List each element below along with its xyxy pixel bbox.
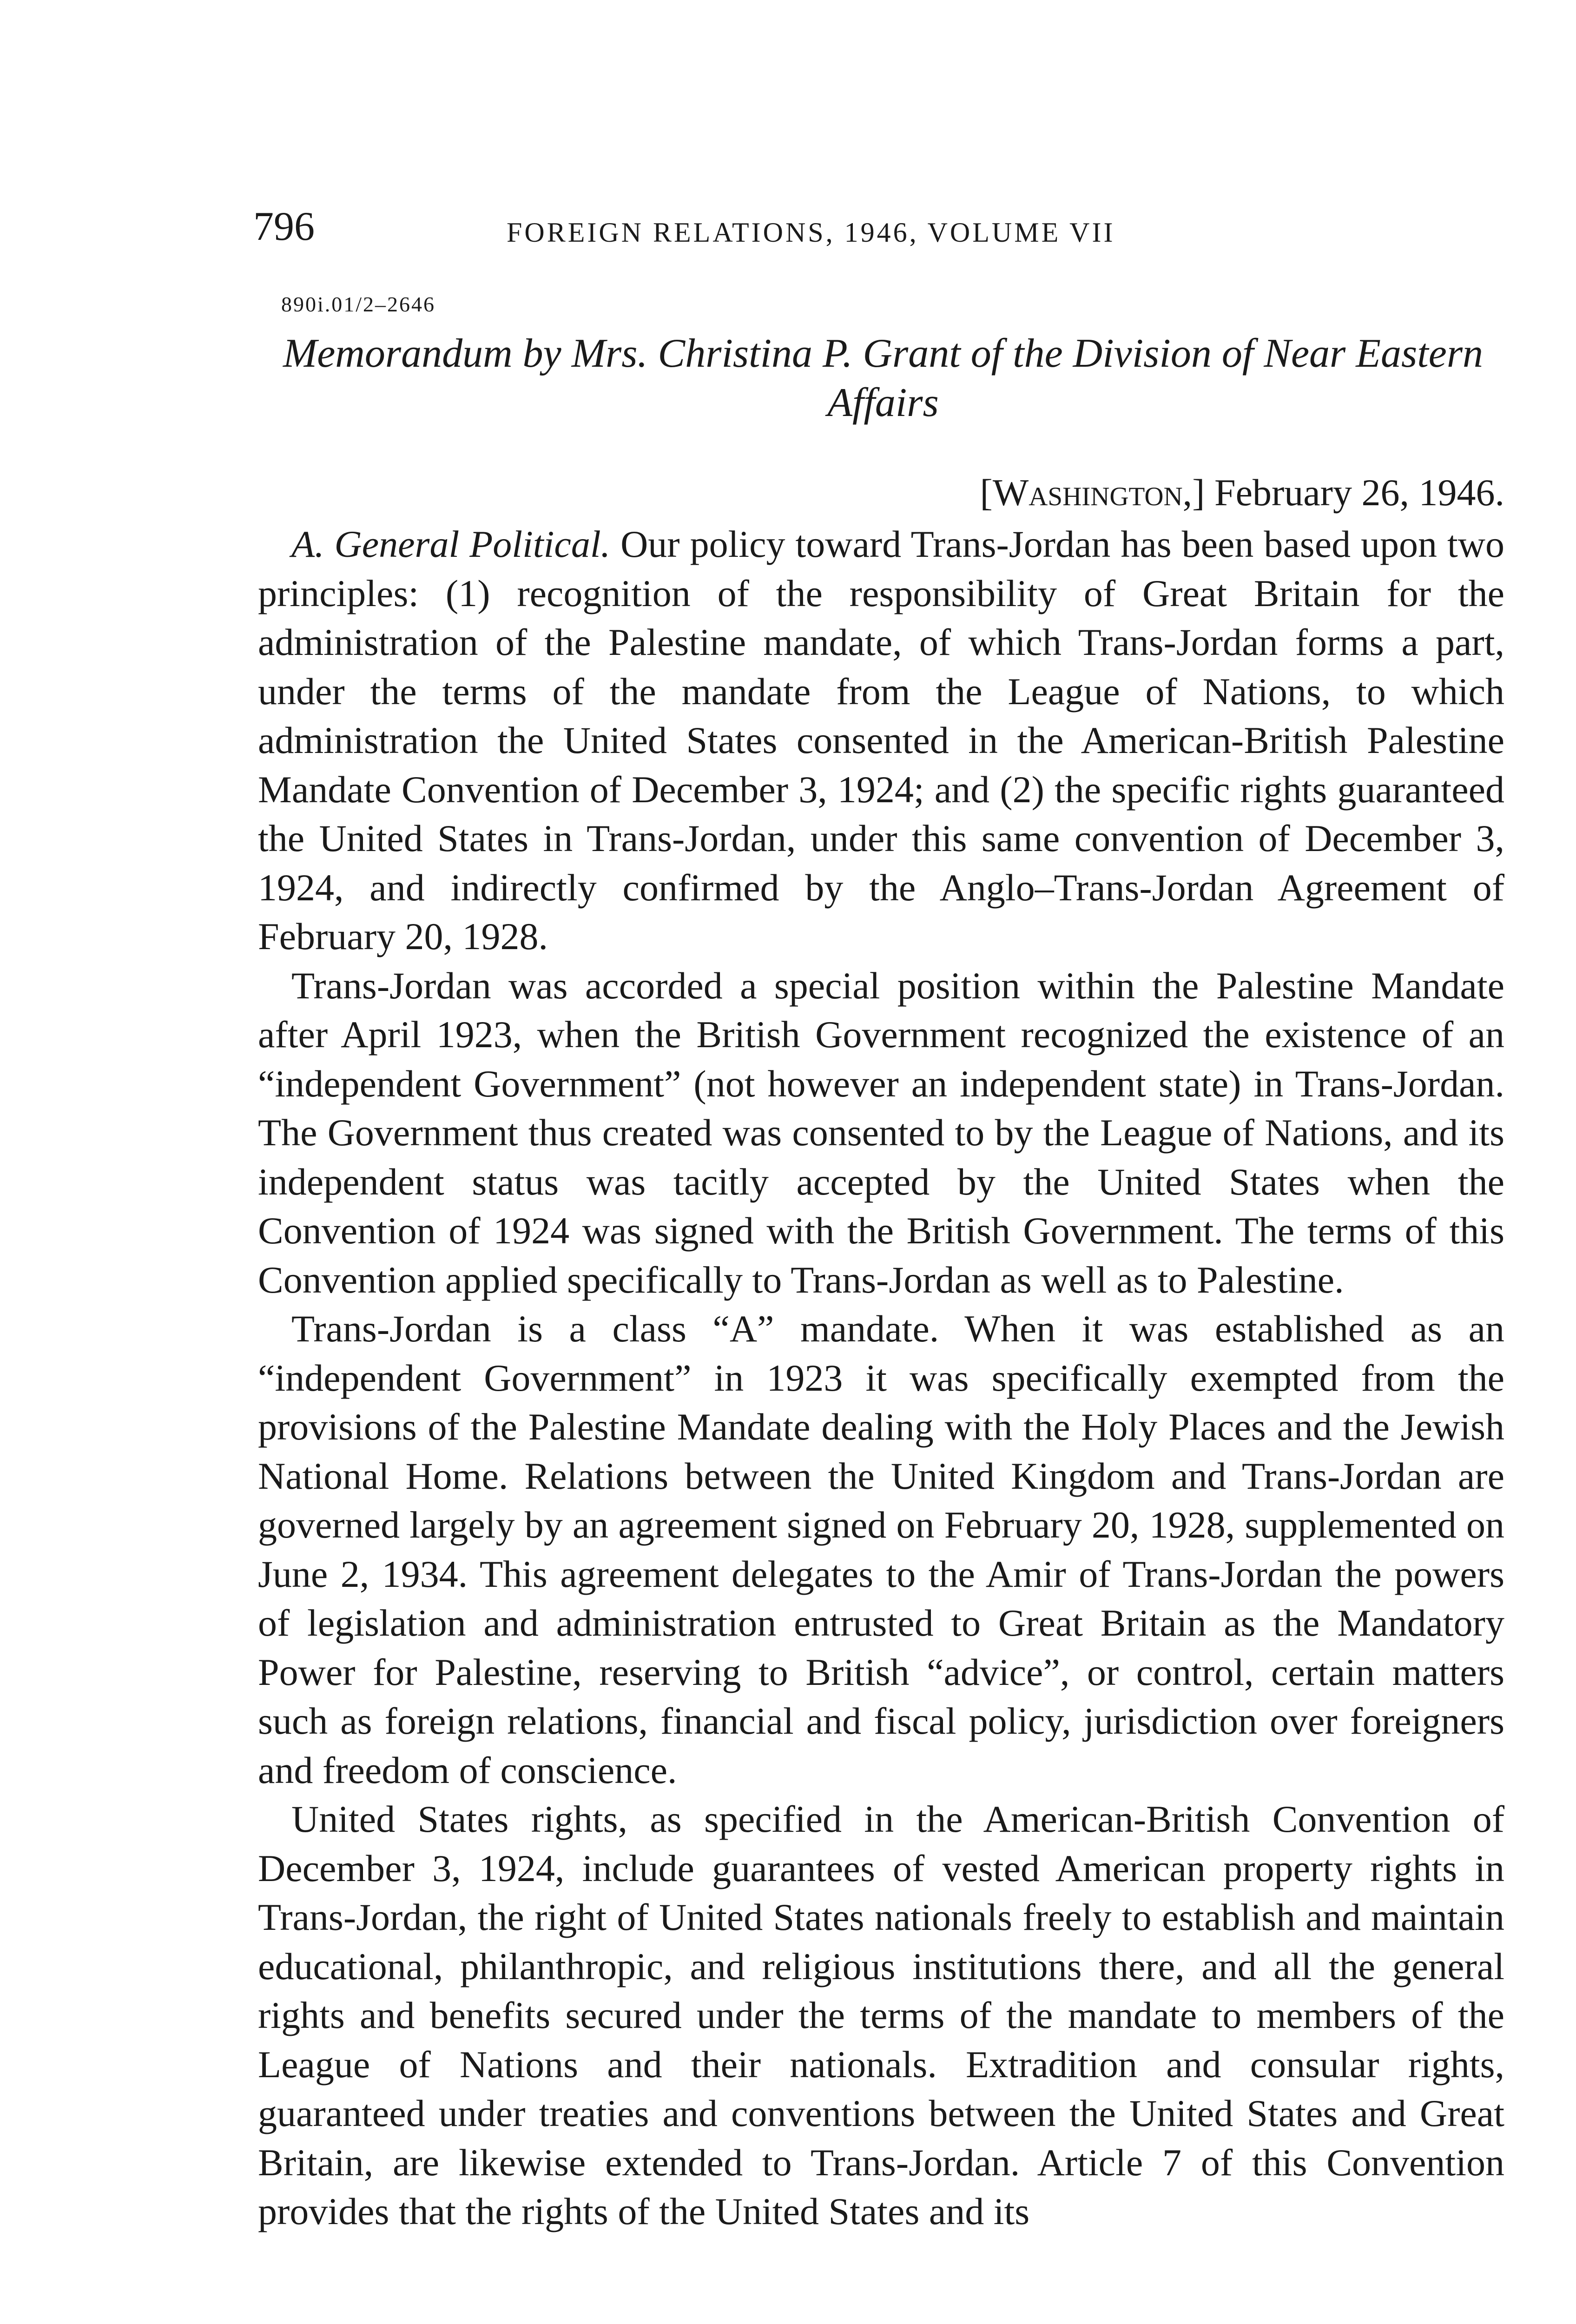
- paragraph-3: Trans-Jordan is a class “A” mandate. When it was established as an “independent Government” in 1923 it was specifically exempted from the provisions of the Palestine Mandate dealing with the Holy Places and the Jewish National Home. Relations between the United Kingdom and Trans-Jordan are governed largely by an agreement signed on February 20, 1928, supplemented on June 2, 1934. This agreement delegates to the Amir of Trans-Jordan the powers of legislation and administration entrusted to Great Britain as the Mandatory Power for Palestine, reserving to British “advice”, or control, certain matters such as foreign relations, financial and fiscal policy, jurisdiction over foreigners and freedom of conscience.: [258, 1307, 1504, 1791]
- document-title: Memorandum by Mrs. Christina P. Grant of the Division of Near Eastern Affairs: [283, 331, 1484, 425]
- section-heading: A. General Political.: [291, 523, 611, 565]
- file-reference: 890i.01/2–2646: [281, 292, 436, 316]
- page-number: 796: [253, 204, 315, 249]
- dateline-place: [Washington,]: [980, 471, 1205, 514]
- paragraph-2: Trans-Jordan was accorded a special position within the Palestine Mandate after April 1923, when the British Government recognized the existence of an “independent Government” (not however an independent state) in Trans-Jordan. The Government thus created was consented to by the League of Nations, and its independent status was tacitly accepted by the United States when the Convention of 1924 was signed with the British Government. The terms of this Convention applied specifically to Trans-Jordan as well as to Palestine.: [258, 964, 1504, 1301]
- running-title: FOREIGN RELATIONS, 1946, VOLUME VII: [507, 217, 1115, 248]
- running-header: [253, 204, 1508, 259]
- body-text: [258, 520, 1504, 2236]
- dateline-date: February 26, 1946.: [1214, 471, 1504, 514]
- paragraph-4: United States rights, as specified in the American-British Convention of December 3, 1924, include guarantees of vested American property rights in Trans-Jordan, the right of United States nationals freely to establish and maintain educational, philanthropic, and religious institutions there, and all the general rights and benefits secured under the terms of the mandate to members of the League of Nations and their nationals. Extradition and consular rights, guaranteed under treaties and conventions between the United States and Great Britain, are likewise extended to Trans-Jordan. Article 7 of this Convention provides that the rights of the United States and its: [258, 1798, 1504, 2232]
- paragraph-1: [258, 520, 1504, 961]
- dateline: [258, 469, 1504, 516]
- paragraph-1-text: Our policy toward Trans-Jordan has been based upon two principles: (1) recognition of the responsibility of Great Britain for the administration of the Palestine mandate, of which Trans-Jordan forms a part, under the terms of the mandate from the League of Nations, to which administration the United States consented in the American-British Palestine Mandate Convention of December 3, 1924; and (2) the specific rights guaranteed the United States in Trans-Jordan, under this same convention of December 3, 1924, and indirectly confirmed by the Anglo–Trans-Jordan Agreement of February 20, 1928.: [258, 523, 1505, 957]
